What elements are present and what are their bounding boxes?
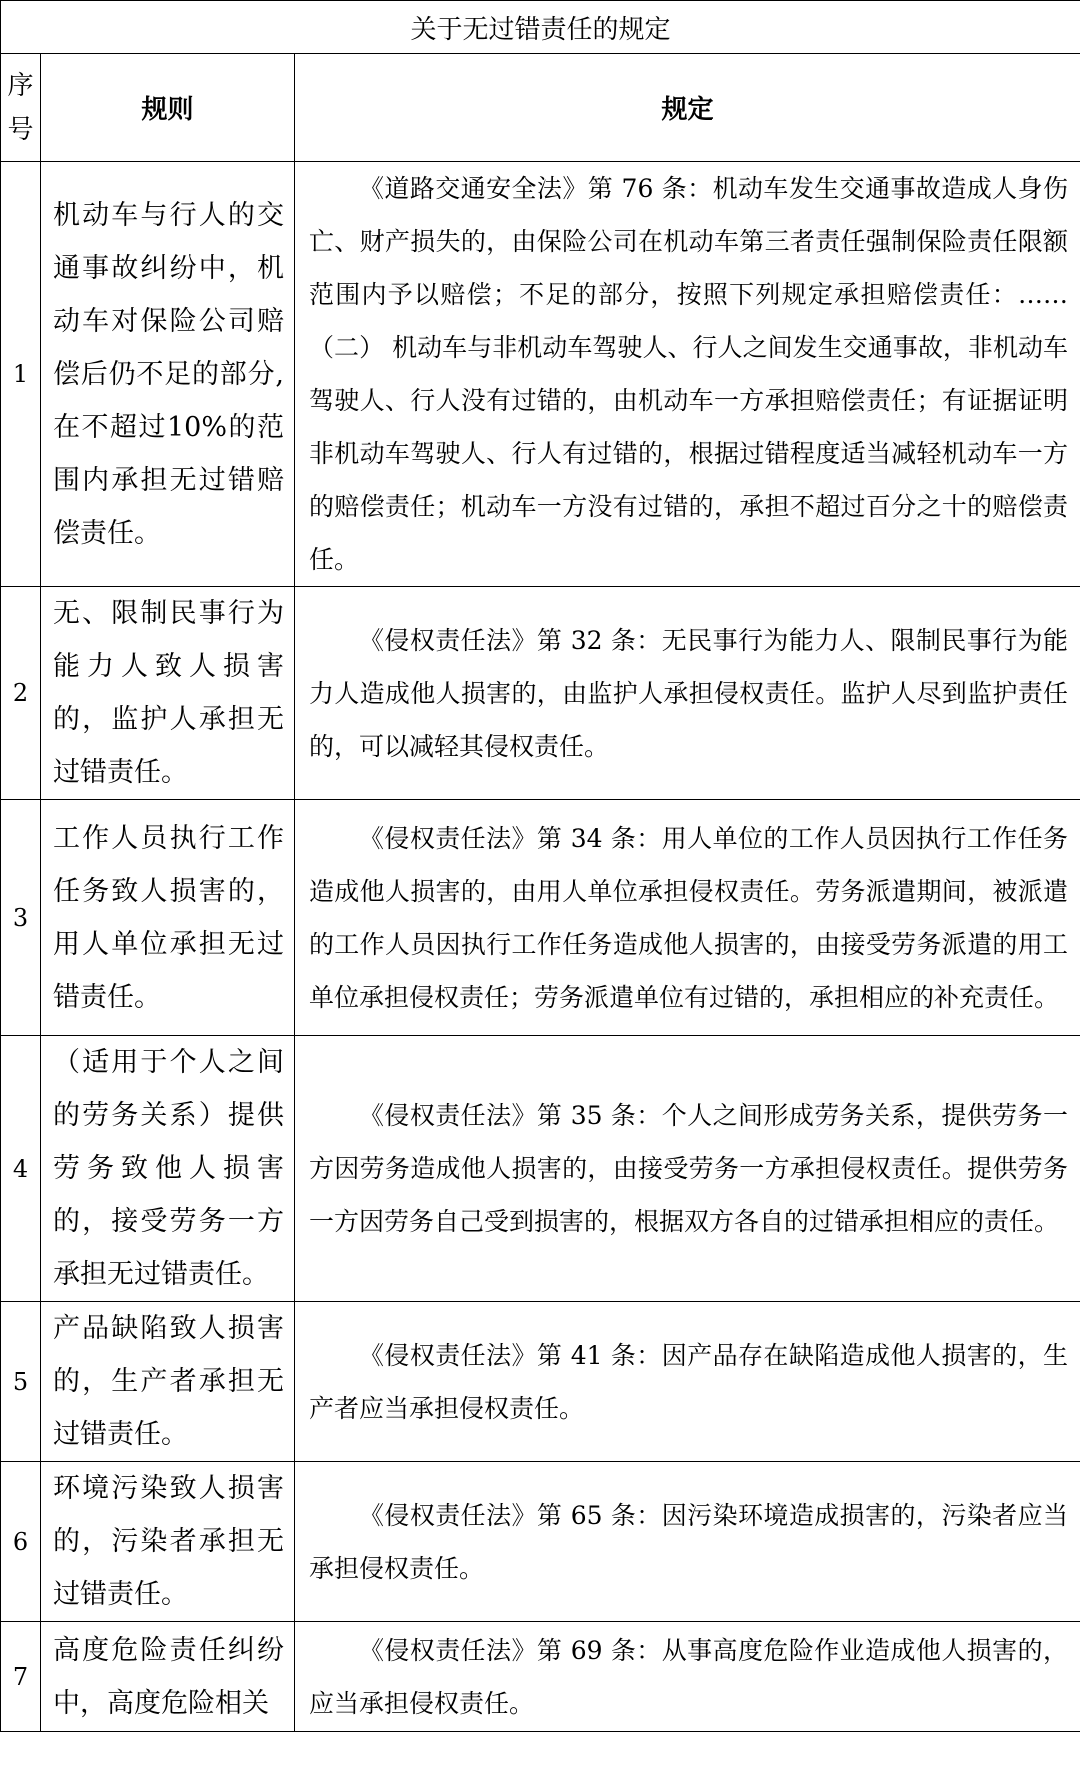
- row-rule: 产品缺陷致人损害的，生产者承担无过错责任。: [41, 1302, 295, 1462]
- row-regulation: 《侵权责任法》第 41 条：因产品存在缺陷造成他人损害的，生产者应当承担侵权责任。: [295, 1302, 1080, 1462]
- row-regulation: 《侵权责任法》第 35 条：个人之间形成劳务关系，提供劳务一方因劳务造成他人损害的，由接受劳务一方承担侵权责任。提供劳务一方因劳务自己受到损害的，根据双方各自的过错承担相应的责任。: [295, 1036, 1080, 1302]
- row-rule: 环境污染致人损害的，污染者承担无过错责任。: [41, 1462, 295, 1622]
- row-rule: 高度危险责任纠纷中，高度危险相关: [41, 1622, 295, 1732]
- table-row: [1, 162, 1080, 587]
- header-regulation: 规定: [295, 54, 1080, 162]
- row-rule: （适用于个人之间的劳务关系）提供劳务致他人损害的，接受劳务一方承担无过错责任。: [41, 1036, 295, 1302]
- row-num: 6: [1, 1462, 41, 1622]
- row-regulation: 《道路交通安全法》第 76 条：机动车发生交通事故造成人身伤亡、财产损失的，由保险公司在机动车第三者责任强制保险责任限额范围内予以赔偿；不足的部分，按照下列规定承担赔偿责任：……（二） 机动车与非机动车驾驶人、行人之间发生交通事故，非机动车驾驶人、行人没有过错的，由机动车一方承担赔偿责任；有证据证明非机动车驾驶人、行人有过错的，根据过错程度适当减轻机动车一方的赔偿责任；机动车一方没有过错的，承担不超过百分之十的赔偿责任。: [295, 162, 1080, 587]
- row-regulation: 《侵权责任法》第 69 条：从事高度危险作业造成他人损害的，应当承担侵权责任。: [295, 1622, 1080, 1732]
- table-row: [1, 1036, 1080, 1302]
- row-num: 5: [1, 1302, 41, 1462]
- row-num: 2: [1, 587, 41, 800]
- row-num: 3: [1, 800, 41, 1036]
- table-row: [1, 1622, 1080, 1732]
- row-regulation: 《侵权责任法》第 34 条：用人单位的工作人员因执行工作任务造成他人损害的，由用人单位承担侵权责任。劳务派遣期间，被派遣的工作人员因执行工作任务造成他人损害的，由接受劳务派遣的用工单位承担侵权责任；劳务派遣单位有过错的，承担相应的补充责任。: [295, 800, 1080, 1036]
- header-num: 序号: [1, 54, 41, 162]
- table-row: [1, 800, 1080, 1036]
- header-row: [1, 54, 1080, 162]
- table-row: [1, 1462, 1080, 1622]
- row-num: 1: [1, 162, 41, 587]
- row-num: 7: [1, 1622, 41, 1732]
- table-title: 关于无过错责任的规定: [1, 1, 1080, 54]
- table-row: [1, 587, 1080, 800]
- row-regulation: 《侵权责任法》第 32 条：无民事行为能力人、限制民事行为能力人造成他人损害的，由监护人承担侵权责任。监护人尽到监护责任的，可以减轻其侵权责任。: [295, 587, 1080, 800]
- table-row: [1, 1302, 1080, 1462]
- title-row: [1, 1, 1080, 54]
- header-rule: 规则: [41, 54, 295, 162]
- row-rule: 工作人员执行工作任务致人损害的，用人单位承担无过错责任。: [41, 800, 295, 1036]
- row-regulation: 《侵权责任法》第 65 条：因污染环境造成损害的，污染者应当承担侵权责任。: [295, 1462, 1080, 1622]
- row-rule: 无、限制民事行为能力人致人损害的，监护人承担无过错责任。: [41, 587, 295, 800]
- row-rule: 机动车与行人的交通事故纠纷中，机动车对保险公司赔偿后仍不足的部分,在不超过10%的范围内承担无过错赔偿责任。: [41, 162, 295, 587]
- row-num: 4: [1, 1036, 41, 1302]
